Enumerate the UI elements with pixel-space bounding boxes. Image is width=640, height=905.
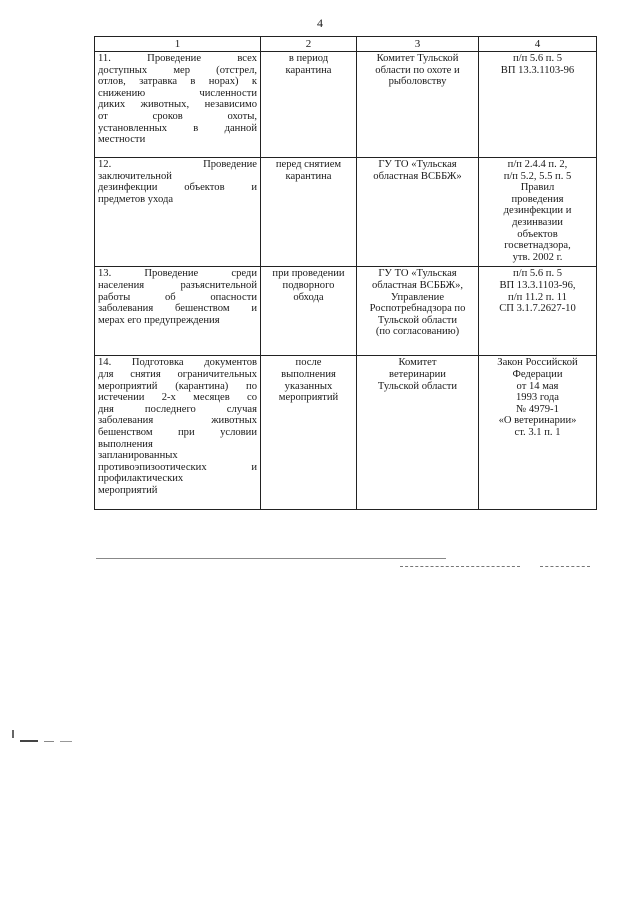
table-row [95, 267, 597, 356]
cell-line: заключительной [98, 170, 172, 182]
cell-line: указанных [284, 380, 333, 392]
cell-line: п/п 5.6 п. 5 [512, 53, 563, 64]
deadline-cell [261, 52, 357, 158]
cell-line: мероприятий [278, 392, 339, 404]
scan-artifact-mark [60, 741, 72, 742]
table-header-row [95, 37, 597, 52]
cell-line: заболевания бешенством и [98, 303, 257, 315]
measures-table [94, 36, 597, 510]
cell-line: выполнения [98, 438, 153, 450]
header-cell-3: 3 [357, 37, 479, 52]
scan-artifact-line [540, 566, 590, 567]
cell-line: при проведении [272, 268, 345, 280]
measure-cell [95, 267, 261, 356]
cell-line: от сроков охоты, [98, 110, 257, 122]
scan-artifact-mark [44, 741, 54, 742]
cell-line: Комитет [398, 357, 437, 369]
cell-line: установленных в данной [98, 122, 257, 134]
scan-artifact-line [96, 558, 446, 559]
cell-line: дня последнего случая [98, 403, 257, 415]
cell-line: для снятия ограничительных [98, 368, 257, 380]
scan-artifact-line [400, 566, 520, 567]
cell-line: Тульской области [377, 314, 458, 326]
table-row [95, 356, 597, 510]
cell-line: (по согласованию) [375, 326, 460, 338]
cell-line: Правил [520, 182, 555, 194]
cell-line: Роспотребнадзора по [369, 303, 466, 315]
deadline-cell [261, 356, 357, 510]
cell-line: противоэпизоотических и [98, 461, 257, 473]
cell-line: п/п 2.4.4 п. 2, [507, 159, 568, 170]
cell-line: выполнения [281, 368, 336, 380]
cell-line: госветнадзора, [504, 240, 571, 252]
cell-line: ВП 13.3.1103-96, [499, 279, 576, 291]
cell-line: ГУ ТО «Тульская [378, 268, 457, 280]
basis-cell [479, 52, 597, 158]
cell-line: СП 3.1.7.2627-10 [499, 303, 576, 315]
cell-line: дезинвазии [512, 216, 563, 228]
table-row [95, 52, 597, 158]
cell-line: снижению численности [98, 87, 257, 99]
cell-line: карантина [285, 64, 332, 76]
cell-line: Управление [390, 291, 445, 303]
cell-line: объектов [517, 228, 558, 240]
cell-line: ветеринарии [389, 368, 446, 380]
cell-line: № 4979-1 [516, 403, 559, 415]
cell-line: 1993 года [515, 392, 559, 404]
cell-line: мерах его предупреждения [98, 314, 220, 326]
responsible-cell [357, 356, 479, 510]
cell-line: предметов ухода [98, 193, 174, 205]
cell-line: ГУ ТО «Тульская [378, 159, 457, 170]
measure-cell [95, 52, 261, 158]
header-cell-1: 1 [95, 37, 261, 52]
cell-line: отлов, затравка в норах) к [98, 76, 257, 88]
header-cell-2: 2 [261, 37, 357, 52]
cell-line: дезинфекции объектов и [98, 182, 257, 194]
cell-line: п/п 5.2, 5.5 п. 5 [503, 170, 572, 182]
cell-line: заболевания животных [98, 415, 257, 427]
cell-line: карантина [285, 170, 332, 182]
cell-line: Федерации [512, 368, 563, 380]
cell-line: 13. Проведение среди [98, 268, 257, 280]
deadline-cell [261, 158, 357, 267]
cell-line: от 14 мая [516, 380, 559, 392]
cell-line: проведения [511, 193, 564, 205]
cell-line: в период [288, 53, 329, 64]
cell-line: после [295, 357, 322, 369]
scan-artifact-mark [12, 730, 14, 738]
cell-line: бешенством при условии [98, 426, 257, 438]
cell-line: 12. Проведение [98, 159, 257, 170]
cell-line: доступных мер (отстрел, [98, 64, 257, 76]
cell-line: п/п 11.2 п. 11 [508, 291, 567, 303]
cell-line: Комитет Тульской [376, 53, 459, 64]
responsible-cell [357, 158, 479, 267]
cell-line: мероприятий (карантина) по [98, 380, 257, 392]
deadline-cell [261, 267, 357, 356]
basis-cell [479, 267, 597, 356]
responsible-cell [357, 52, 479, 158]
cell-line: местности [98, 134, 146, 146]
cell-line: рыболовству [388, 76, 447, 88]
basis-cell [479, 158, 597, 267]
cell-line: 11. Проведение всех [98, 53, 257, 64]
table-row [95, 158, 597, 267]
cell-line: диких животных, независимо [98, 99, 257, 111]
cell-line: «О ветеринарии» [498, 415, 577, 427]
cell-line: области по охоте и [375, 64, 460, 76]
cell-line: 14. Подготовка документов [98, 357, 257, 369]
page-number: 4 [317, 16, 323, 30]
cell-line: п/п 5.6 п. 5 [512, 268, 563, 280]
cell-line: ВП 13.3.1103-96 [500, 64, 575, 76]
scan-artifact-mark [20, 740, 38, 742]
cell-line: областная ВСББЖ» [373, 170, 462, 182]
cell-line: истечении 2-х месяцев со [98, 392, 257, 404]
basis-cell [479, 356, 597, 510]
measure-cell [95, 158, 261, 267]
responsible-cell [357, 267, 479, 356]
cell-line: запланированных [98, 450, 178, 462]
cell-line: дезинфекции и [503, 205, 572, 217]
cell-line: обхода [293, 291, 324, 303]
cell-line: ст. 3.1 п. 1 [514, 426, 561, 438]
cell-line: Закон Российской [497, 357, 578, 369]
cell-line: перед снятием [275, 159, 342, 170]
header-cell-4: 4 [479, 37, 597, 52]
cell-line: профилактических [98, 473, 184, 485]
cell-line: подворного [282, 279, 335, 291]
cell-line: населения разъяснительной [98, 279, 257, 291]
cell-line: работы об опасности [98, 291, 257, 303]
cell-line: мероприятий [98, 484, 158, 496]
measure-cell [95, 356, 261, 510]
cell-line: утв. 2002 г. [512, 251, 563, 263]
cell-line: Тульской области [377, 380, 458, 392]
cell-line: областная ВСББЖ», [371, 279, 464, 291]
